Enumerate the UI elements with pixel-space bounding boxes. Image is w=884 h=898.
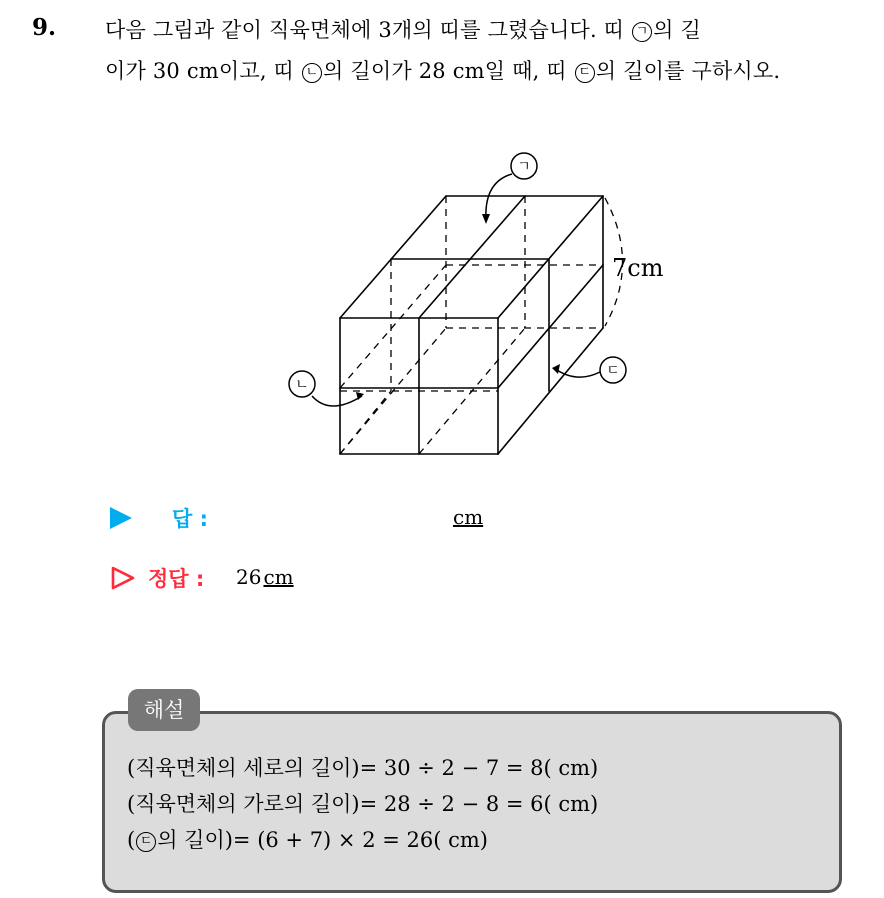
arrow-a — [486, 174, 512, 220]
label-b-text: ㄴ — [295, 377, 309, 393]
hidden-edge — [340, 265, 446, 388]
question-text: 의 길이를 구하시오. — [595, 59, 781, 83]
question-line-2 — [105, 55, 780, 85]
explanation-line: (직육면체의 세로의 길이)= 30 ÷ 2 − 7 = 8( cm) — [127, 756, 599, 780]
cuboid-figure — [280, 148, 700, 468]
question-text: 의 길 — [653, 18, 701, 42]
circled-mark: ㄱ — [632, 22, 652, 42]
circled-mark: ㄷ — [575, 63, 595, 83]
play-triangle-icon — [110, 507, 132, 529]
band-b-line — [498, 265, 603, 388]
height-label: 7cm — [612, 254, 664, 282]
arrow-b — [312, 396, 362, 406]
label-c-text: ㄷ — [606, 363, 620, 379]
edge — [498, 328, 603, 454]
question-line-1 — [105, 14, 701, 44]
arrow-c — [554, 368, 600, 377]
correct-answer-unit: cm — [263, 565, 294, 589]
circled-mark: ㄷ — [136, 832, 156, 852]
explanation-line: (직육면체의 가로의 길이)= 28 ÷ 2 − 8 = 6( cm) — [127, 792, 599, 816]
edge — [498, 196, 603, 318]
question-text: 이가 30 cm이고, 띠 — [105, 59, 302, 83]
question-number: 9. — [32, 14, 57, 41]
edge — [340, 196, 446, 318]
correct-answer-value: 26 cm — [236, 565, 294, 589]
outline-triangle-icon — [110, 565, 136, 591]
answer-unit[interactable]: cm — [453, 505, 484, 529]
explanation-line: ( ㄷ 의 길이)= (6 + 7) × 2 = 26( cm) — [127, 828, 488, 852]
band-a-line — [419, 196, 525, 318]
arrowhead-a — [482, 214, 490, 224]
question-text: 의 길이가 28 cm일 때, 띠 — [323, 59, 574, 83]
correct-answer-label: 정답 : — [148, 567, 205, 591]
explanation-tag: 해설 — [128, 689, 200, 731]
arrowhead-c — [552, 364, 560, 374]
answer-label: 답 : — [172, 507, 208, 531]
label-a-text: ㄱ — [517, 159, 531, 175]
circled-mark: ㄴ — [302, 63, 322, 83]
hidden-edge — [340, 391, 391, 454]
question-text: 다음 그림과 같이 직육면체에 3개의 띠를 그렸습니다. 띠 — [105, 18, 632, 42]
